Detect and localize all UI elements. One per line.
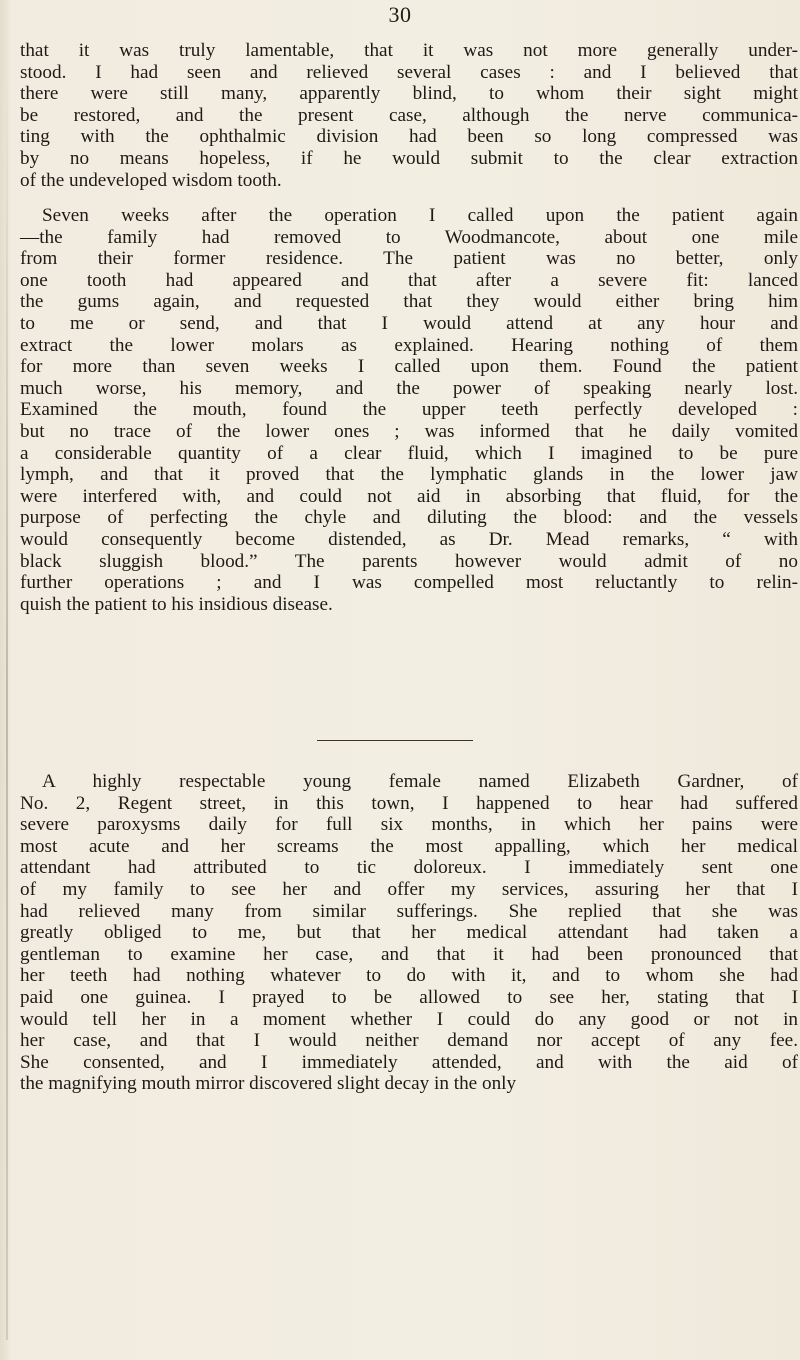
text-line: She consented, and I immediately attended, and with the aid of <box>20 1051 798 1073</box>
text-line: black sluggish blood.” The parents however would admit of no <box>20 550 798 572</box>
text-line: further operations ; and I was compelled most reluctantly to relin- <box>20 572 798 594</box>
text-line: her teeth had nothing whatever to do with it, and to whom she had <box>20 965 798 987</box>
text-line: Seven weeks after the operation I called upon the patient again <box>42 205 798 226</box>
text-line: quish the patient to his insidious disease. <box>20 593 333 615</box>
text-line: Examined the mouth, found the upper teeth perfectly developed : <box>20 399 798 421</box>
text-line: were interfered with, and could not aid in absorbing that fluid, for the <box>20 485 798 507</box>
text-line: would consequently become distended, as Dr. Mead remarks, “ with <box>20 528 798 550</box>
text-line: for more than seven weeks I called upon them. Found the patient <box>20 356 798 378</box>
text-line: from their former residence. The patient was no better, only <box>20 248 798 270</box>
section-divider <box>317 740 473 741</box>
text-line: No. 2, Regent street, in this town, I happened to hear had suffered <box>20 792 798 814</box>
text-line: paid one guinea. I prayed to be allowed to see her, stating that I <box>20 986 798 1008</box>
paragraph-1 <box>20 40 798 191</box>
text-line: one tooth had appeared and that after a severe fit: lanced <box>20 269 798 291</box>
paragraph-3 <box>20 771 798 1095</box>
text-line: had relieved many from similar sufferings. She replied that she was <box>20 900 798 922</box>
text-line: that it was truly lamentable, that it was not more generally under- <box>20 40 798 61</box>
page-number: 30 <box>388 2 412 27</box>
text-line: greatly obliged to me, but that her medical attendant had taken a <box>20 922 798 944</box>
text-line: there were still many, apparently blind, to whom their sight might <box>20 83 798 105</box>
text-line: much worse, his memory, and the power of speaking nearly lost. <box>20 377 798 399</box>
text-line: a considerable quantity of a clear fluid, which I imagined to be pure <box>20 442 798 464</box>
text-line: to me or send, and that I would attend at any hour and <box>20 312 798 334</box>
text-line: the magnifying mouth mirror discovered slight decay in the only <box>20 1073 517 1095</box>
text-line: extract the lower molars as explained. Hearing nothing of them <box>20 334 798 356</box>
text-line: lymph, and that it proved that the lymphatic glands in the lower jaw <box>20 464 798 486</box>
text-line: of my family to see her and offer my services, assuring her that I <box>20 878 798 900</box>
text-line: of the undeveloped wisdom tooth. <box>20 169 282 191</box>
text-line: A highly respectable young female named Elizabeth Gardner, of <box>42 771 798 792</box>
text-line: would tell her in a moment whether I could do any good or not in <box>20 1008 798 1030</box>
text-line: but no trace of the lower ones ; was informed that he daily vomited <box>20 420 798 442</box>
text-line: —the family had removed to Woodmancote, about one mile <box>20 226 798 248</box>
text-line: ting with the ophthalmic division had been so long compressed was <box>20 126 798 148</box>
text-line: purpose of perfecting the chyle and diluting the blood: and the vessels <box>20 507 798 529</box>
binding-shadow <box>6 60 8 1340</box>
text-line: stood. I had seen and relieved several cases : and I believed that <box>20 61 798 83</box>
paragraph-2 <box>20 205 798 615</box>
text-line: most acute and her screams the most appalling, which her medical <box>20 835 798 857</box>
text-line: severe paroxysms daily for full six months, in which her pains were <box>20 814 798 836</box>
text-line: her case, and that I would neither demand nor accept of any fee. <box>20 1030 798 1052</box>
text-line: gentleman to examine her case, and that it had been pronounced that <box>20 943 798 965</box>
text-line: be restored, and the present case, although the nerve communica- <box>20 104 798 126</box>
text-line: attendant had attributed to tic doloreux. I immediately sent one <box>20 857 798 879</box>
text-line: by no means hopeless, if he would submit to the clear extraction <box>20 147 798 169</box>
text-line: the gums again, and requested that they would either bring him <box>20 291 798 313</box>
